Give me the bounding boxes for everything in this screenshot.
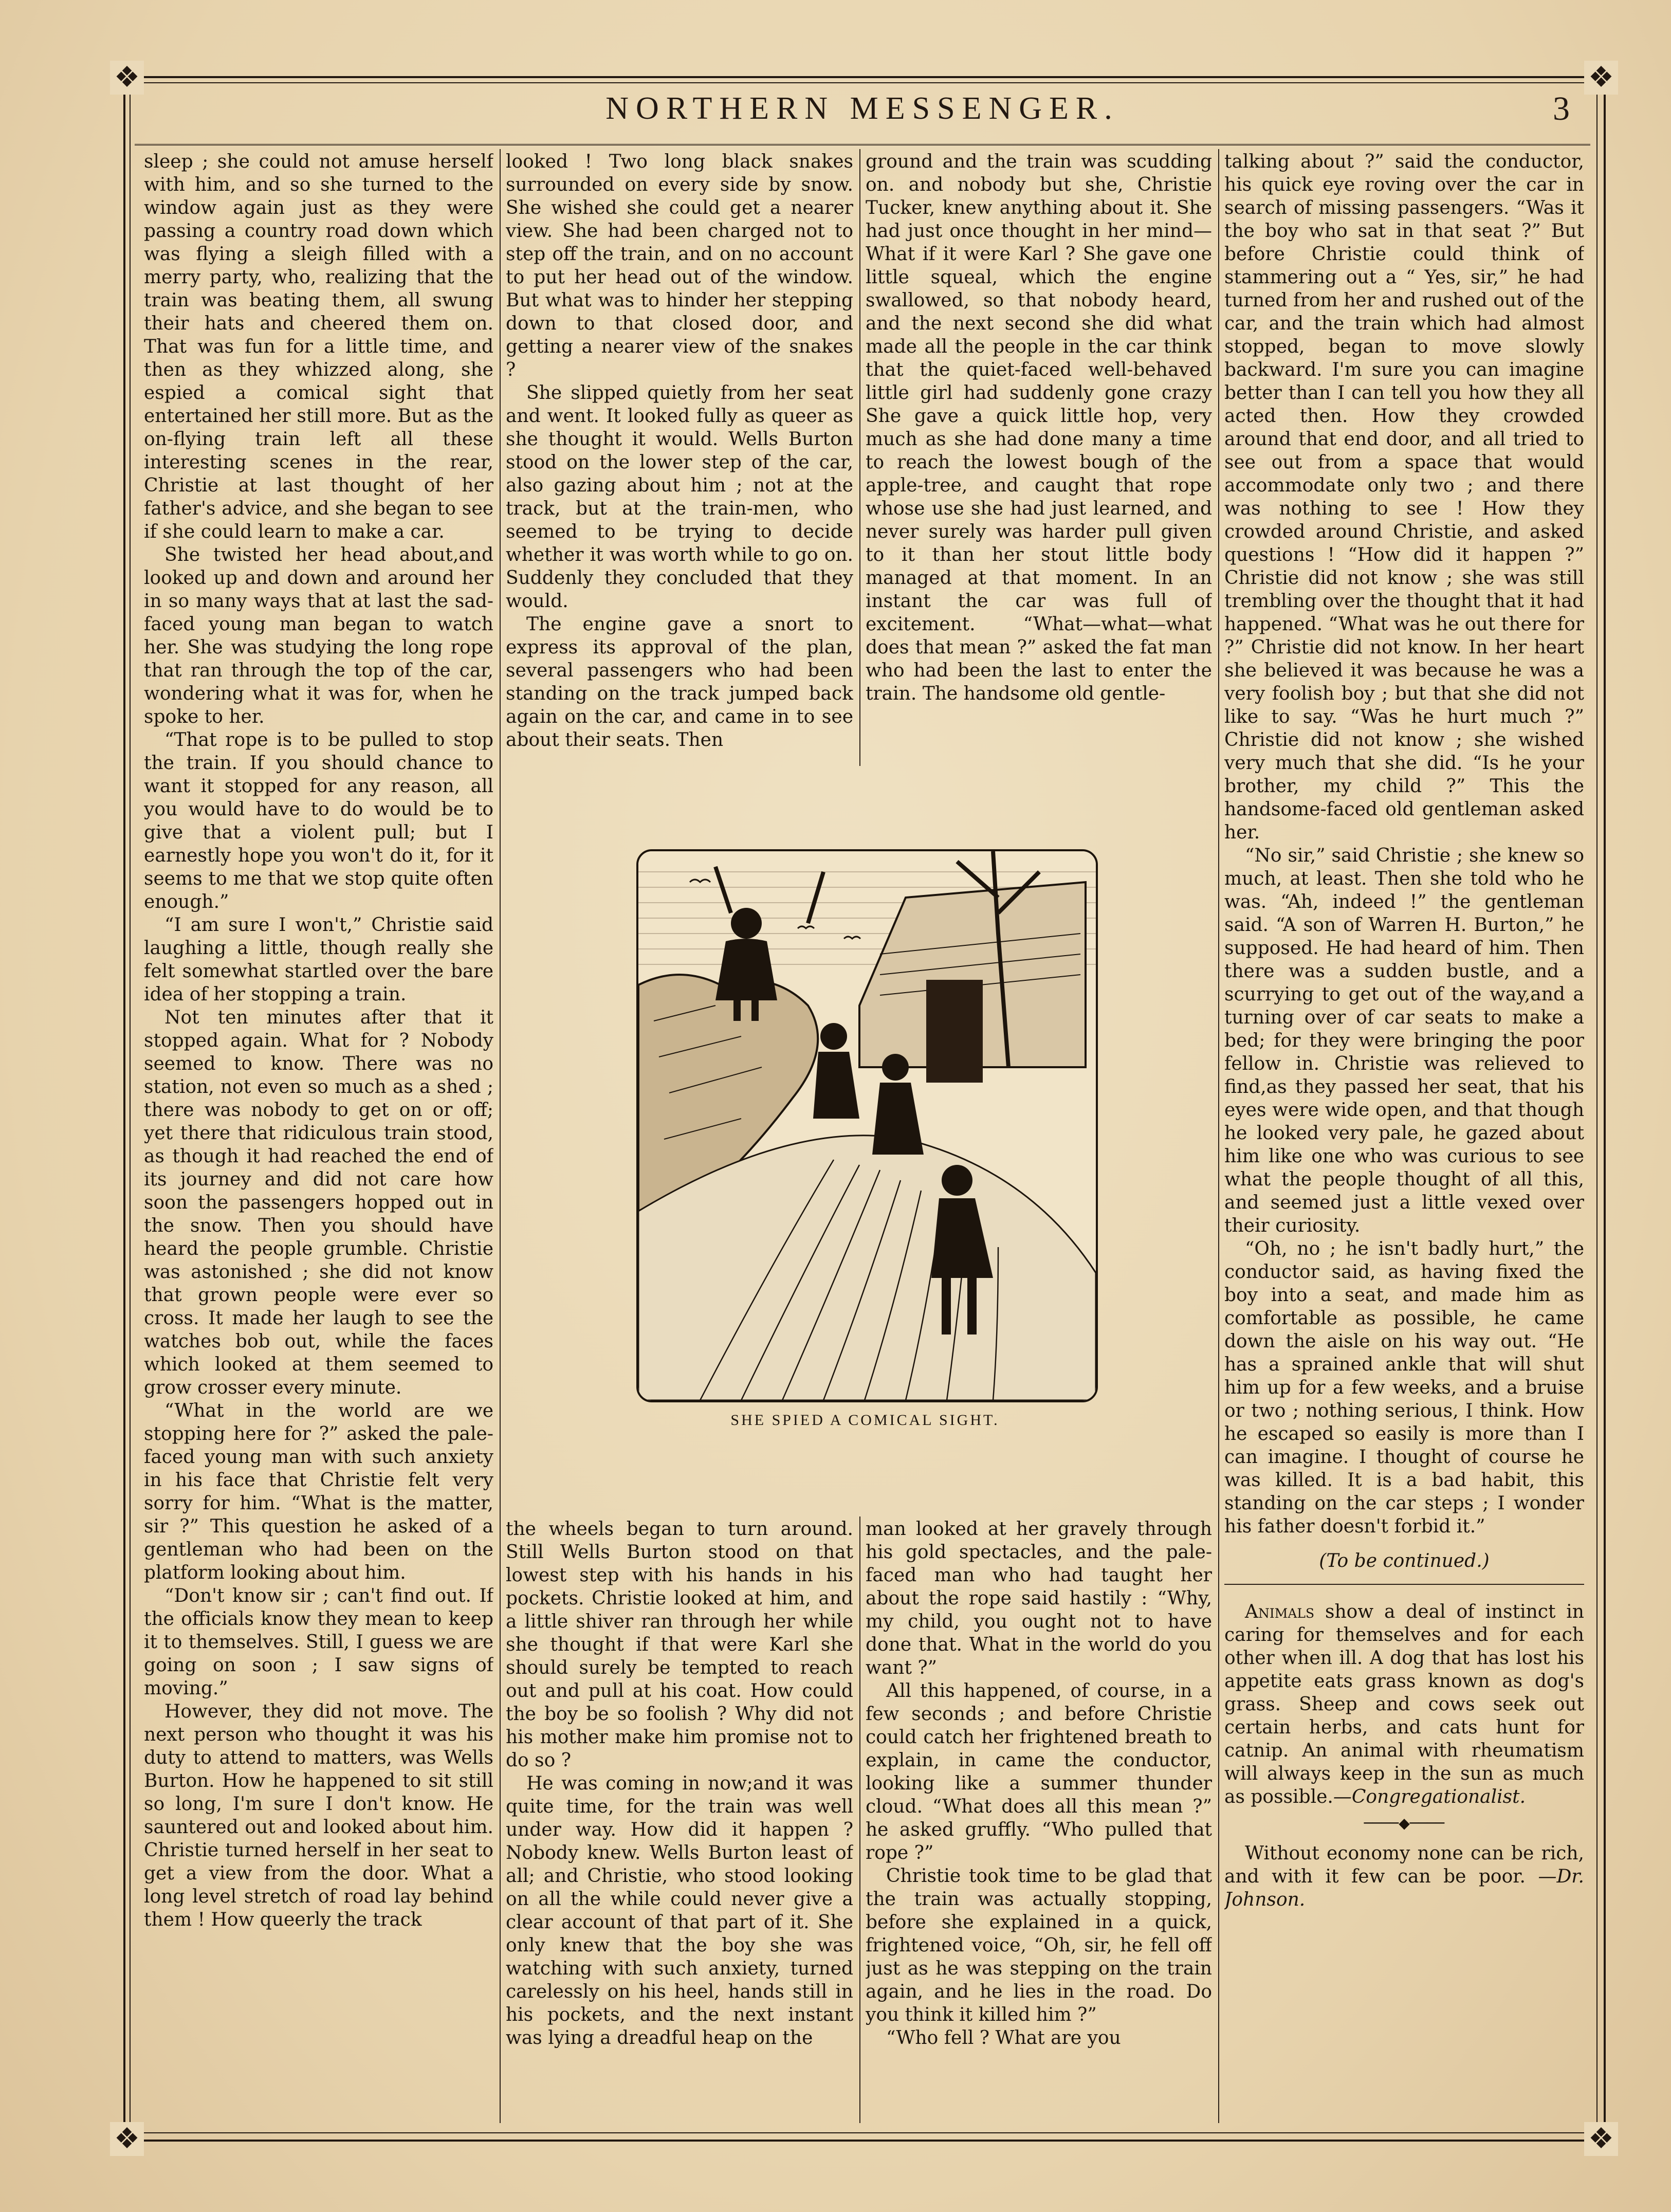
quote-source: —Dr. Johnson. <box>1224 1866 1584 1910</box>
column-rule <box>859 1516 860 2123</box>
article-column-2-top <box>506 150 853 767</box>
article-column-3-bottom <box>866 1518 1212 2114</box>
paragraph: “That rope is to be pulled to stop the train. If you should chance to want it stopped for any reason, all you would have to do would be to give that a violent pull; but I earnestly hope you won't do it, for it seems to me that we stop quite often enough.” <box>144 729 493 912</box>
paragraph: All this happened, of course, in a few seconds ; and before Christie could catch her frightened breath to explain, in came the conductor, looking like a summer thunder cloud. “What does all this mean ?” he asked gruffly. “Who pulled that rope ?” <box>866 1680 1212 1863</box>
paragraph: “Don't know sir ; can't find out. If the officials know they mean to keep it to themselves. Still, I guess we are going on soon ; I saw signs of moving.” <box>144 1585 493 1699</box>
article-column-4 <box>1224 150 1584 2114</box>
corner-ornament-icon: ❖ <box>110 2122 144 2156</box>
paragraph: “What in the world are we stopping here for ?” asked the pale-faced young man with such anxiety in his face that Christie felt very sorry for him. “What is the matter, sir ?” This question he asked of a gentleman who had been on the platform looking about him. <box>144 1400 493 1583</box>
paragraph: Christie took time to be glad that the train was actually stopping, before she explained in a quick, frightened voice, “Oh, sir, he fell off just as he was stepping on the train again, and he lies in the road. Do you think it killed him ?” <box>866 1866 1212 2025</box>
filler-paragraph-animals <box>1224 1600 1584 1808</box>
column-rule <box>1218 149 1219 2123</box>
column-rule <box>859 149 860 766</box>
paragraph: talking about ?” said the conductor, his quick eye roving over the car in search of missing passengers. “Was it the boy who sat in that seat ?” But before Christie could think of stammering out a “ Yes, sir,” he had turned from her and rushed out of the car, and the train which had almost stopped, began to move slowly backward. I'm sure you can imagine better than I can tell you how they all acted then. How they crowded around that end door, and all tried to see out from a space that would accommodate only two ; and there was nothing to see ! How they crowded around Christie, and asked questions ! “How did it happen ?” Christie did not know ; she was still trembling over the thought that it had happened. “What was he out there for ?” Christie did not know. In her heart she believed it was because he was a very foolish boy ; but that she did not like to say. “Was he hurt much ?” Christie did not know ; she wished very much that she did. “Is he your brother, my child ?” This the handsome-faced old gentleman asked her. <box>1224 151 1584 843</box>
paragraph: looked ! Two long black snakes surrounded on every side by snow. She wished she could get a nearer view. She had been charged not to step off the train, and on no account to put her head out of the window. But what was to hinder her stepping down to that closed door, and getting a nearer view of the snakes ? <box>506 151 853 380</box>
paragraph: She twisted her head about,and looked up and down and around her in so many ways that at last the sad-faced young man began to watch her. She was studying the long rope that ran through the top of the car, wondering what it was for, when he spoke to her. <box>144 544 493 727</box>
lead-word: Animals <box>1245 1601 1315 1622</box>
to-be-continued: (To be continued.) <box>1319 1550 1490 1571</box>
paragraph: The engine gave a snort to express its approval of the plan, several passengers who had been standing on the track jumped back again on the car, and came in to see about their seats. Then <box>506 614 853 751</box>
article-column-1 <box>144 150 493 2114</box>
article-column-2-bottom <box>506 1518 853 2114</box>
paragraph: However, they did not move. The next person who thought it was his duty to attend to matters, was Wells Burton. How he happened to sit still so long, I'm sure I don't know. He sauntered out and looked about him. Christie turned herself in her seat to get a view from the door. What a long level stretch of road lay behind them ! How queerly the track <box>144 1701 493 1930</box>
paragraph: “Oh, no ; he isn't badly hurt,” the conductor said, as having fixed the boy into a seat, and made him as comfortable as possible, he came down the aisle on his way out. “He has a sprained ankle that will shut him up for a few weeks, and a bruise or two ; nothing serious, I think. How he escaped so easily is more than I can imagine. I thought of course he was killed. It is a bad habit, this standing on the car steps ; I wonder his father doesn't forbid it.” <box>1224 1238 1584 1537</box>
column-rule <box>500 149 501 2123</box>
filler-source: —Congregationalist. <box>1333 1786 1526 1807</box>
corner-ornament-icon: ❖ <box>1584 61 1618 95</box>
corner-ornament-icon: ❖ <box>110 61 144 95</box>
quote-text: Without economy none can be rich, and with it few can be poor. <box>1224 1843 1584 1887</box>
paragraph: man looked at her gravely through his gold spectacles, and the pale-faced man who had taught her about the rope said hastily : “Why, my child, you ought not to have done that. What in the world do you want ?” <box>866 1519 1212 1678</box>
article-column-3-top <box>866 150 1212 767</box>
paragraph: sleep ; she could not amuse herself with him, and so she turned to the window again just as they were passing a country road down which was flying a sleigh filled with a merry party, who, realizing that the train was beating them, all swung their hats and cheered them on. That was fun for a little time, and then as they whizzed along, she espied a comical sight that entertained her still more. But as the on-flying train left all these interesting scenes in the rear, Christie at last thought of her father's advice, and she began to see if she could learn to make a car. <box>144 151 493 542</box>
page-header <box>135 87 1590 145</box>
masthead-title: NORTHERN MESSENGER. <box>605 91 1119 126</box>
paragraph: the wheels began to turn around. Still Wells Burton stood on that lowest step with his hands in his pockets. Christie looked at him, and a little shiver ran through her while she thought if that were Karl she should surely be tempted to reach out and pull at his coat. How could the boy be so foolish ? Why did not his mother make him promise not to do so ? <box>506 1519 853 1771</box>
engraving-illustration <box>636 849 1098 1402</box>
page-number: 3 <box>1553 90 1570 127</box>
children-sledding-engraving <box>638 851 1096 1400</box>
paragraph: She slipped quietly from her seat and went. It looked fully as queer as she thought it would. Wells Burton stood on the lower step of the car, also gazing about him ; not at the track, but at the train-men, who seemed to be trying to decide whether it was worth while to go on. Suddenly they concluded that they would. <box>506 382 853 612</box>
filler-text: show a deal of instinct in caring for themselves and for each other when ill. A dog that has lost his appetite eats grass known as dog's grass. Sheep and cows seek out certain herbs, and cats hunt for catnip. An animal with rheumatism will always keep in the sun as much as possible. <box>1224 1601 1584 1807</box>
filler-paragraph-johnson <box>1224 1842 1584 1911</box>
paragraph: “I am sure I won't,” Christie said laughing a little, though really she felt somewhat startled over the bare idea of her stopping a train. <box>144 915 493 1005</box>
paragraph: ground and the train was scudding on. and nobody but she, Christie Tucker, knew anything about it. She had just once thought in her mind—What if it were Karl ? She gave one little squeal, which the engine swallowed, so that nobody heard, and the next second she did what made all the people in the car think that the quiet-faced well-behaved little girl had suddenly gone crazy She gave a quick little hop, very much as she had done many a time to reach the lowest bough of the apple-tree, and caught that rope whose use she had just learned, and never surely was harder pull given to it than her stout little body managed at that moment. In an instant the car was full of excitement. “What—what—what does that mean ?” asked the fat man who had been the last to enter the train. The handsome old gentle- <box>866 151 1212 704</box>
illustration-caption: SHE SPIED A COMICAL SIGHT. <box>730 1412 1000 1429</box>
section-divider <box>1224 1584 1584 1585</box>
corner-ornament-icon: ❖ <box>1584 2122 1618 2156</box>
paragraph: He was coming in now;and it was quite time, for the train was well under way. How did it happen ? Nobody knew. Wells Burton least of all; and Christie, who stood looking on all the while could never give a clear account of that part of it. She only knew that the boy she was watching with such anxiety, turned carelessly on his heel, hands still in his pockets, and the next instant was lying a dreadful heap on the <box>506 1773 853 2049</box>
paragraph: “No sir,” said Christie ; she knew so much, at least. Then she told who he was. “Ah, indeed !” the gentleman said. “A son of Warren H. Burton,” he supposed. He had heard of him. Then there was a sudden bustle, and a scurrying to get out of the way,and a turning over of car seats to make a bed; for they were bringing the poor fellow in. Christie was relieved to find,as they passed her seat, that his eyes were wide open, and that though he looked very pale, he gazed about him like one who was curious to see what the people thought of all this, and seemed just a little vexed over their curiosity. <box>1224 845 1584 1236</box>
divider-ornament-icon: ────◆──── <box>1364 1815 1445 1832</box>
paragraph: “Who fell ? What are you <box>886 2027 1121 2049</box>
paragraph: Not ten minutes after that it stopped again. What for ? Nobody seemed to know. There was no station, not even so much as a shed ; there was nobody to get on or off; yet there that ridiculous train stood, as though it had reached the end of its journey and did not care how soon the passengers hopped out in the snow. Then you should have heard the people grumble. Christie was astonished ; she did not know that grown people were ever so cross. It made her laugh to see the watches bob out, while the faces which looked at them seemed to grow crosser every minute. <box>144 1007 493 1398</box>
